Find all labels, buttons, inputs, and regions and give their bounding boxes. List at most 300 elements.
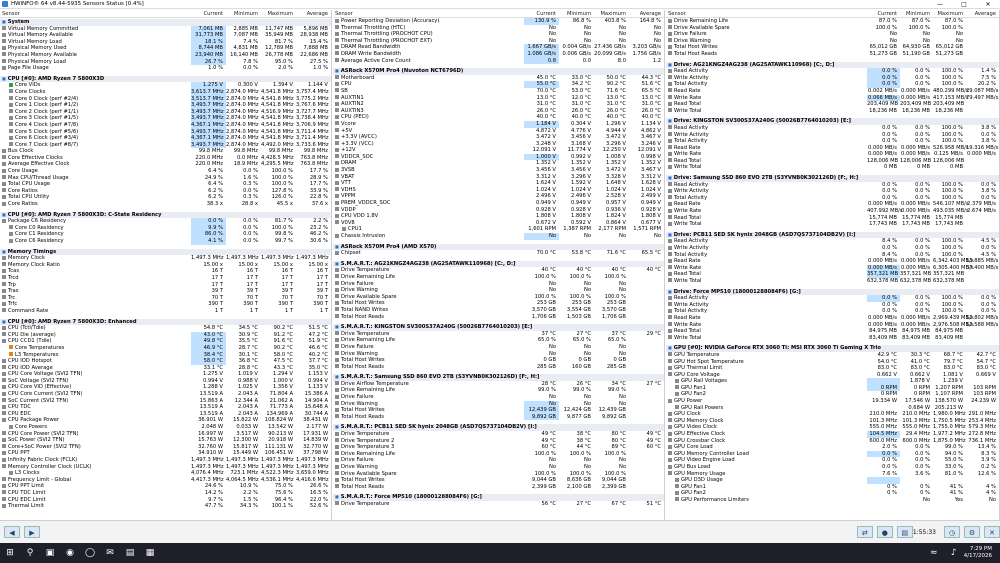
- sensor-row[interactable]: [666, 164, 999, 171]
- sensor-row[interactable]: [333, 88, 664, 95]
- sensor-row[interactable]: [666, 158, 999, 165]
- tray-volume-icon[interactable]: ♪: [950, 548, 957, 558]
- sensor-row[interactable]: [333, 337, 664, 344]
- sensor-row[interactable]: [333, 287, 664, 294]
- sensor-row[interactable]: [666, 95, 999, 102]
- sensor-row[interactable]: [333, 387, 664, 394]
- sensor-row[interactable]: [0, 181, 331, 188]
- settings-icon[interactable]: ⚙: [964, 526, 980, 538]
- sensor-value-average: [629, 314, 664, 321]
- sensor-row[interactable]: [666, 295, 999, 302]
- close-sensors-icon[interactable]: ✕: [984, 526, 1000, 538]
- sensor-row[interactable]: [333, 154, 664, 161]
- sensor-row[interactable]: [666, 88, 999, 95]
- sensor-pane-1[interactable]: [0, 10, 332, 520]
- sensor-value-minimum: 17,743 MB: [902, 221, 930, 228]
- sensor-row[interactable]: [333, 160, 664, 167]
- sensor-value-minimum: 0.006 GB/s: [562, 50, 591, 57]
- sensor-row[interactable]: [666, 322, 999, 329]
- sensor-row[interactable]: [0, 161, 331, 168]
- sensor-row[interactable]: [0, 477, 331, 484]
- sensor-row[interactable]: [666, 151, 999, 158]
- sensor-value-minimum: 0.0 %: [915, 251, 930, 258]
- sensor-row[interactable]: [666, 411, 999, 418]
- sensor-value-current: No: [548, 350, 556, 357]
- row-spacer: [666, 285, 999, 288]
- sensor-row[interactable]: [333, 108, 664, 115]
- sensor-row[interactable]: [0, 65, 331, 72]
- sensor-row[interactable]: [666, 182, 999, 189]
- sensor-row[interactable]: [333, 484, 664, 491]
- sensor-row[interactable]: [0, 371, 331, 378]
- sensor-row[interactable]: [666, 464, 999, 471]
- windows-start-icon[interactable]: ⊞: [6, 548, 14, 558]
- sensor-row[interactable]: [333, 147, 664, 154]
- sensor-label: Write Total: [666, 278, 867, 285]
- sensor-row[interactable]: [333, 438, 664, 445]
- maximize-button[interactable]: □: [961, 0, 967, 8]
- sensor-row[interactable]: [666, 335, 999, 342]
- sensor-row[interactable]: [333, 314, 664, 321]
- sensor-row[interactable]: [0, 325, 331, 332]
- taskbar-clock[interactable]: [964, 546, 992, 560]
- sensor-row[interactable]: [0, 437, 331, 444]
- sensor-row[interactable]: [666, 38, 999, 45]
- sensor-row[interactable]: [666, 44, 999, 51]
- sensor-pane-3[interactable]: [666, 10, 1000, 520]
- sensor-row[interactable]: [333, 95, 664, 102]
- network-icon[interactable]: ⇄: [857, 526, 873, 538]
- column-header-maximum[interactable]: Maximum: [937, 11, 963, 17]
- sensor-row[interactable]: [333, 267, 664, 274]
- sensor-row[interactable]: [333, 213, 664, 220]
- sensor-row[interactable]: [666, 431, 999, 438]
- sensor-row[interactable]: [0, 275, 331, 282]
- close-button[interactable]: ✕: [985, 0, 991, 8]
- sensor-row[interactable]: [0, 503, 331, 510]
- sensor-row[interactable]: [666, 258, 999, 265]
- sensor-row[interactable]: [333, 25, 664, 32]
- column-header[interactable]: [333, 10, 664, 18]
- sensor-group-header[interactable]: [333, 244, 664, 251]
- sensor-row[interactable]: [333, 451, 664, 458]
- sensor-row[interactable]: [666, 471, 999, 478]
- sensor-row[interactable]: [333, 444, 664, 451]
- sensor-label: Page File Usage: [0, 65, 191, 72]
- sensor-row[interactable]: [666, 145, 999, 152]
- sensor-row[interactable]: [0, 238, 331, 245]
- sensor-row[interactable]: [333, 431, 664, 438]
- sensor-row[interactable]: [333, 128, 664, 135]
- sensor-group-header[interactable]: [666, 175, 999, 182]
- sensor-label: Core Ratios: [0, 201, 191, 208]
- sensor-row[interactable]: [0, 218, 331, 225]
- sensor-row[interactable]: [0, 308, 331, 315]
- sensor-row[interactable]: [666, 302, 999, 309]
- column-header-sensor[interactable]: Sensor: [668, 11, 686, 17]
- sensor-row[interactable]: [333, 38, 664, 45]
- sensor-row[interactable]: [0, 288, 331, 295]
- sensor-row[interactable]: [0, 225, 331, 232]
- sensor-row[interactable]: [666, 359, 999, 366]
- files-icon[interactable]: ▤: [125, 548, 135, 558]
- sensor-row[interactable]: [333, 134, 664, 141]
- sensor-row[interactable]: [333, 357, 664, 364]
- sensor-row[interactable]: [0, 398, 331, 405]
- sensor-row[interactable]: [0, 45, 331, 52]
- voltage-icon: [335, 135, 339, 139]
- sensor-row[interactable]: [333, 18, 664, 25]
- sensor-row[interactable]: [0, 411, 331, 418]
- sensor-row[interactable]: [0, 82, 331, 89]
- sensor-row[interactable]: [0, 201, 331, 208]
- sensor-row[interactable]: [0, 262, 331, 269]
- report-icon[interactable]: ▤: [897, 526, 913, 538]
- sensor-row[interactable]: [333, 31, 664, 38]
- sensor-row[interactable]: [0, 268, 331, 275]
- sensor-value-minimum: 0 %: [920, 490, 930, 497]
- sensor-row[interactable]: [333, 114, 664, 121]
- sensor-group-header[interactable]: [0, 19, 331, 26]
- sensor-row[interactable]: [0, 457, 331, 464]
- sensor-row[interactable]: [333, 220, 664, 227]
- sensor-value-maximum: 99.8 MHz: [268, 148, 293, 155]
- sensor-row[interactable]: [666, 398, 999, 405]
- sensor-row[interactable]: [666, 252, 999, 259]
- sensor-label: GPU Clock: [666, 411, 867, 418]
- sensor-row[interactable]: [333, 187, 664, 194]
- column-header-current[interactable]: Current: [536, 11, 556, 17]
- sensor-row[interactable]: [0, 188, 331, 195]
- sensor-row[interactable]: [666, 378, 999, 385]
- sensor-row[interactable]: [333, 75, 664, 82]
- sensor-row[interactable]: [333, 307, 664, 314]
- sensor-row[interactable]: [333, 250, 664, 257]
- sensor-value-average: 3,711.4 MHz: [296, 135, 329, 142]
- column-header-minimum[interactable]: Minimum: [566, 11, 591, 17]
- sensor-row[interactable]: [333, 294, 664, 301]
- sensor-row[interactable]: [0, 444, 331, 451]
- sensor-value-current: No: [548, 37, 556, 44]
- sensor-value-maximum: 2,177 RPM: [598, 226, 626, 233]
- sensor-row[interactable]: [333, 274, 664, 281]
- sensor-row[interactable]: [0, 352, 331, 359]
- sensor-row[interactable]: [666, 208, 999, 215]
- sensor-row[interactable]: [0, 148, 331, 155]
- sensor-row[interactable]: [666, 245, 999, 252]
- sensor-pane-2[interactable]: [333, 10, 665, 520]
- column-header-sensor[interactable]: Sensor: [335, 11, 353, 17]
- steam-icon[interactable]: ◯: [84, 548, 96, 558]
- sensor-row[interactable]: [666, 418, 999, 425]
- sensor-row[interactable]: [666, 405, 999, 412]
- sensor-value-current: 83,409 MB: [869, 334, 897, 341]
- sensor-row[interactable]: [333, 233, 664, 240]
- sensor-value-minimum: No: [583, 394, 591, 401]
- sensor-value-average: 0.928 V: [640, 206, 661, 213]
- sensor-label: SoC Current (SVI2 TFN): [0, 398, 191, 405]
- sensor-row[interactable]: [333, 471, 664, 478]
- sensor-row[interactable]: [0, 89, 331, 96]
- sensor-row[interactable]: [666, 201, 999, 208]
- sensor-row[interactable]: [666, 138, 999, 145]
- sensor-row[interactable]: [333, 44, 664, 51]
- column-header-average[interactable]: Average: [306, 11, 328, 17]
- sensor-row[interactable]: [0, 378, 331, 385]
- sensor-group-header[interactable]: [333, 374, 664, 381]
- sensor-row[interactable]: [0, 32, 331, 39]
- sensor-row[interactable]: [0, 358, 331, 365]
- sensor-row[interactable]: [666, 81, 999, 88]
- sensor-row[interactable]: [666, 484, 999, 491]
- sensor-row[interactable]: [0, 109, 331, 116]
- sensor-row[interactable]: [0, 345, 331, 352]
- sensor-value-current: No: [548, 343, 556, 350]
- sensor-label: Drive Temperature: [333, 331, 524, 338]
- sensor-row[interactable]: [333, 281, 664, 288]
- sensor-row[interactable]: [0, 26, 331, 33]
- sensor-row[interactable]: [333, 200, 664, 207]
- sensor-group-header[interactable]: [333, 494, 664, 501]
- sensor-row[interactable]: [666, 477, 999, 484]
- sensor-value-current: 3,513.7 MHz: [191, 96, 226, 103]
- sensor-row[interactable]: [0, 470, 331, 477]
- browser-icon[interactable]: ◉: [66, 548, 74, 558]
- sensor-row[interactable]: [666, 391, 999, 398]
- sensor-row[interactable]: [0, 122, 331, 129]
- logging-icon[interactable]: ●: [877, 526, 893, 538]
- column-header-maximum[interactable]: Maximum: [267, 11, 293, 17]
- sensor-row[interactable]: [0, 129, 331, 136]
- voltage-icon: [335, 207, 339, 211]
- sensor-row[interactable]: [666, 68, 999, 75]
- sensor-group-header[interactable]: [666, 289, 999, 296]
- sensor-row[interactable]: [666, 438, 999, 445]
- sensor-group-header[interactable]: [333, 324, 664, 331]
- sensor-row[interactable]: [666, 457, 999, 464]
- chat-icon[interactable]: ✉: [106, 548, 114, 558]
- sensor-row[interactable]: [333, 58, 664, 65]
- sensor-row[interactable]: [0, 39, 331, 46]
- sensor-group-header[interactable]: [0, 319, 331, 326]
- nav-forward-icon[interactable]: ▶: [24, 526, 40, 538]
- column-header-average[interactable]: Average: [639, 11, 661, 17]
- sensor-row[interactable]: [666, 328, 999, 335]
- sensor-row[interactable]: [0, 168, 331, 175]
- sensor-row[interactable]: [666, 365, 999, 372]
- sensor-row[interactable]: [666, 315, 999, 322]
- sensor-group-header[interactable]: [0, 249, 331, 256]
- sensor-row[interactable]: [0, 417, 331, 424]
- sensor-row[interactable]: [333, 414, 664, 421]
- sensor-value-current: 15.00 x: [203, 261, 223, 268]
- sensor-row[interactable]: [0, 295, 331, 302]
- sensor-row[interactable]: [666, 18, 999, 25]
- sensor-value-current: 1.275 V: [191, 82, 226, 89]
- sensor-group-header[interactable]: [666, 62, 999, 69]
- search-icon[interactable]: ⚲: [26, 548, 34, 558]
- clock-icon[interactable]: ◷: [944, 526, 960, 538]
- sensor-row[interactable]: [0, 384, 331, 391]
- sensor-row[interactable]: [666, 195, 999, 202]
- sensor-row[interactable]: [0, 301, 331, 308]
- minimize-button[interactable]: —: [937, 0, 943, 8]
- sensor-row[interactable]: [0, 102, 331, 109]
- sensor-row[interactable]: [0, 175, 331, 182]
- thermometer-icon: [9, 345, 13, 349]
- column-header-minimum[interactable]: Minimum: [233, 11, 258, 17]
- sensor-value-minimum: 0 GB: [578, 357, 591, 364]
- sensor-value-current: 0.000 MB/s: [868, 151, 897, 158]
- sensor-row[interactable]: [333, 344, 664, 351]
- sensor-row[interactable]: [333, 193, 664, 200]
- sensor-row[interactable]: [0, 404, 331, 411]
- sensor-row[interactable]: [333, 477, 664, 484]
- column-header-sensor[interactable]: Sensor: [2, 11, 20, 17]
- sensor-row[interactable]: [0, 424, 331, 431]
- sensor-row[interactable]: [0, 231, 331, 238]
- sensor-row[interactable]: [333, 457, 664, 464]
- sensor-row[interactable]: [0, 450, 331, 457]
- sensor-value-maximum: 138.570 W: [934, 398, 963, 405]
- sensor-row[interactable]: [333, 401, 664, 408]
- sensor-value-average: 5,896 MB: [303, 25, 328, 32]
- sensor-row[interactable]: [333, 51, 664, 58]
- sensor-value-maximum: 100.0 %: [941, 124, 963, 131]
- sensor-group-header[interactable]: [666, 345, 999, 352]
- sensor-row[interactable]: [0, 497, 331, 504]
- sensor-row[interactable]: [666, 265, 999, 272]
- tray-network-icon[interactable]: ≈: [930, 548, 938, 558]
- sensor-row[interactable]: [666, 108, 999, 115]
- sensor-row[interactable]: [666, 308, 999, 315]
- sensor-row[interactable]: [0, 155, 331, 162]
- sensor-group-header[interactable]: [666, 118, 999, 125]
- sensor-row[interactable]: [666, 125, 999, 132]
- sensor-row[interactable]: [333, 364, 664, 371]
- sensor-row[interactable]: [333, 121, 664, 128]
- sensor-row[interactable]: [0, 365, 331, 372]
- sensor-label: Drive Remaining Life: [666, 18, 867, 25]
- sensor-group-header[interactable]: [666, 232, 999, 239]
- sensor-row[interactable]: [666, 424, 999, 431]
- sensor-value-current: 4,367.1 MHz: [191, 122, 226, 129]
- sensor-row[interactable]: [666, 25, 999, 32]
- sensor-row[interactable]: [333, 81, 664, 88]
- column-header-current[interactable]: Current: [877, 11, 897, 17]
- sensor-row[interactable]: [333, 351, 664, 358]
- sensor-row[interactable]: [333, 101, 664, 108]
- sensor-row[interactable]: [333, 300, 664, 307]
- sensor-row[interactable]: [666, 75, 999, 82]
- sensor-row[interactable]: [0, 391, 331, 398]
- sensor-icon: [9, 142, 13, 146]
- sensor-row[interactable]: [666, 132, 999, 139]
- sensor-icon: [668, 222, 672, 226]
- sensor-row[interactable]: [666, 278, 999, 285]
- sensor-value-average: 40 °C: [646, 267, 661, 274]
- column-header-minimum[interactable]: Minimum: [905, 11, 930, 17]
- sensor-row[interactable]: [0, 115, 331, 122]
- sensor-row[interactable]: [0, 483, 331, 490]
- sensor-value-current: 47.7 %: [204, 503, 223, 510]
- sensor-row[interactable]: [0, 282, 331, 289]
- sensor-value-average: [966, 278, 999, 285]
- sensor-row[interactable]: [0, 135, 331, 142]
- sensor-row[interactable]: [0, 255, 331, 262]
- sensor-row[interactable]: [666, 372, 999, 379]
- sensor-row[interactable]: [666, 188, 999, 195]
- sensor-row[interactable]: [333, 394, 664, 401]
- sensor-icon: [335, 307, 339, 311]
- sensor-icon: [2, 262, 6, 266]
- sensor-row[interactable]: [666, 497, 999, 504]
- sensor-row[interactable]: [333, 174, 664, 181]
- sensor-row[interactable]: [666, 385, 999, 392]
- sensor-row[interactable]: [333, 331, 664, 338]
- sensor-group-header[interactable]: [0, 212, 331, 219]
- column-header-current[interactable]: Current: [203, 11, 223, 17]
- sensor-row[interactable]: [0, 52, 331, 59]
- sensor-group-header[interactable]: [0, 76, 331, 83]
- sensor-row[interactable]: [666, 51, 999, 58]
- sensor-row[interactable]: [666, 238, 999, 245]
- sensor-row[interactable]: [666, 221, 999, 228]
- sensor-label: Read Total: [666, 328, 867, 335]
- sensor-row[interactable]: [666, 451, 999, 458]
- sensor-row[interactable]: [0, 142, 331, 149]
- sensor-row[interactable]: [333, 501, 664, 508]
- sensor-row[interactable]: [0, 431, 331, 438]
- sensor-row[interactable]: [0, 490, 331, 497]
- sensor-group-header[interactable]: [333, 68, 664, 75]
- sensor-row[interactable]: [333, 167, 664, 174]
- sensor-row[interactable]: [0, 59, 331, 66]
- sensor-row[interactable]: [333, 407, 664, 414]
- task-view-icon[interactable]: ▣: [45, 548, 55, 558]
- hwinfo-taskbar-icon[interactable]: ▦: [145, 548, 155, 558]
- sensor-row[interactable]: [666, 101, 999, 108]
- sensor-row[interactable]: [333, 180, 664, 187]
- column-header[interactable]: [0, 10, 331, 18]
- sensor-group-header[interactable]: [333, 261, 664, 268]
- sensor-row[interactable]: [333, 226, 664, 233]
- sensor-value-average: 1.133 V: [307, 384, 328, 391]
- sensor-value-current: 100.0 %: [534, 470, 556, 477]
- sensor-row[interactable]: [666, 31, 999, 38]
- sensor-row[interactable]: [666, 271, 999, 278]
- column-header-maximum[interactable]: Maximum: [600, 11, 626, 17]
- sensor-group-header[interactable]: [333, 424, 664, 431]
- sensor-row[interactable]: [666, 215, 999, 222]
- sensor-row[interactable]: [666, 444, 999, 451]
- sensor-row[interactable]: [333, 464, 664, 471]
- sensor-row[interactable]: [333, 141, 664, 148]
- sensor-row[interactable]: [666, 490, 999, 497]
- sensor-row[interactable]: [666, 352, 999, 359]
- sensor-row[interactable]: [0, 332, 331, 339]
- sensor-row[interactable]: [0, 464, 331, 471]
- sensor-row[interactable]: [0, 194, 331, 201]
- sensor-row[interactable]: [333, 381, 664, 388]
- sensor-row[interactable]: [0, 96, 331, 103]
- sensor-row[interactable]: [333, 207, 664, 214]
- nav-back-icon[interactable]: ◀: [4, 526, 20, 538]
- sensor-row[interactable]: [0, 338, 331, 345]
- sensor-value-minimum: 0.684 W: [908, 404, 930, 411]
- column-header[interactable]: [666, 10, 999, 18]
- column-header-average[interactable]: Average: [974, 11, 996, 17]
